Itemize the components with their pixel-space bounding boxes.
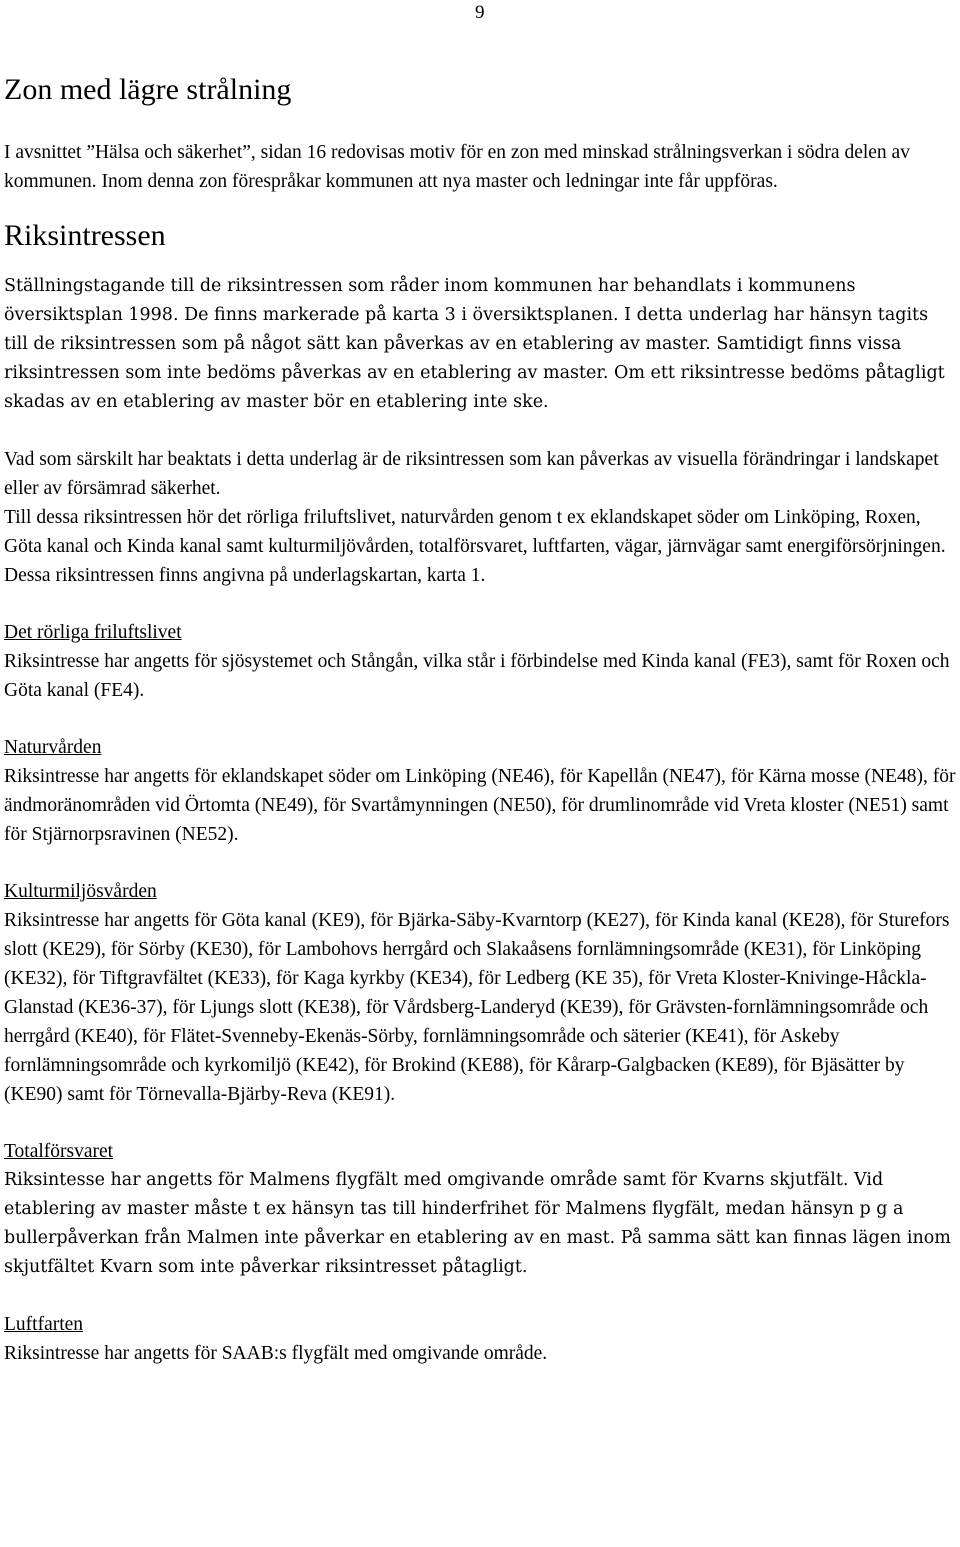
paragraph-underlagskartan: Dessa riksintressen finns angivna på underlagskartan, karta 1. <box>4 565 486 586</box>
paragraph-riksintressen-intro: Ställningstagande till de riksintressen som råder inom kommunen har behandlats i kommunens översiktsplan 1998. De finns markerade på karta 3 i översiktsplanen. I detta underlag har hänsyn tagits till de riksintressen som på något sätt kan påverkas av en etablering av master. Samtidigt finns vissa riksintressen som inte bedöms påverkas av en etablering av master. Om ett riksintresse bedöms påtagligt skadas av en etablering av master bör en etablering inte ske. <box>4 276 945 412</box>
subheading-kulturmiljovarden: Kulturmiljösvården <box>4 881 157 902</box>
paragraph-friluftslivet: Riksintresse har angetts för sjösystemet och Stångån, vilka står i förbindelse med Kinda kanal (FE3), samt för Roxen och Göta kanal (FE4). <box>4 651 950 701</box>
paragraph-luftfarten: Riksintresse har angetts för SAAB:s flygfält med omgivande område. <box>4 1343 548 1364</box>
document-body <box>4 72 956 1368</box>
paragraph-kulturmiljovarden: Riksintresse har angetts för Göta kanal (KE9), för Bjärka-Säby-Kvarntorp (KE27), för Kinda kanal (KE28), för Sturefors slott (KE29), för Sörby (KE30), för Lambohovs herrgård och Slakaåsens fornlämningsområde (KE31), för Linköping (KE32), för Tiftgravfältet (KE33), för Kaga kyrkby (KE34), för Ledberg (KE 35), för Vreta Kloster-Knivinge-Håckla-Glanstad (KE36-37), för Ljungs slott (KE38), för Vårdsberg-Landeryd (KE39), för Grävsten-fornlämningsområde och herrgård (KE40), för Flätet-Svenneby-Ekenäs-Sörby, fornlämningsområde och säterier (KE41), för Askeby fornlämningsområde och kyrkomiljö (KE42), för Brokind (KE88), för Kårarp-Galgbacken (KE89), för Bjäsätter by (KE90) samt för Törnevalla-Bjärby-Reva (KE91). <box>4 910 950 1105</box>
paragraph-beaktats: Vad som särskilt har beaktats i detta underlag är de riksintressen som kan påverkas av visuella förändringar i landskapet eller av försämrad säkerhet. <box>4 449 939 499</box>
paragraph-zon: I avsnittet ”Hälsa och säkerhet”, sidan 16 redovisas motiv för en zon med minskad strålningsverkan i södra delen av kommunen. Inom denna zon förespråkar kommunen att nya master och ledningar inte får uppföras. <box>4 142 910 192</box>
page-number: 9 <box>475 2 485 23</box>
paragraph-totalforsvaret: Riksintesse har angetts för Malmens flygfält med omgivande område samt för Kvarns skjutfält. Vid etablering av master måste t ex hänsyn tas till hinderfrihet för Malmens flygfält, medan hänsyn p g a bullerpåverkan från Malmen inte påverkar en etablering av en mast. På samma sätt kan finnas lägen inom skjutfältet Kvarn som inte påverkar riksintresset påtagligt. <box>4 1170 951 1277</box>
subheading-luftfarten: Luftfarten <box>4 1314 84 1335</box>
subheading-totalforsvaret: Totalförsvaret <box>4 1141 114 1162</box>
paragraph-riksintressen-list: Till dessa riksintressen hör det rörliga friluftslivet, naturvården genom t ex eklandskapet söder om Linköping, Roxen, Göta kanal och Kinda kanal samt kulturmiljövården, totalförsvaret, luftfarten, vägar, järnvägar samt energiförsörjningen. <box>4 507 946 557</box>
section-title-zon: Zon med lägre strålning <box>4 73 292 106</box>
section-title-riksintressen: Riksintressen <box>4 219 166 252</box>
subheading-friluftslivet: Det rörliga friluftslivet <box>4 622 182 643</box>
paragraph-naturvarden: Riksintresse har angetts för eklandskapet söder om Linköping (NE46), för Kapellån (NE47), för Kärna mosse (NE48), för ändmoränområden vid Örtomta (NE49), för Svartåmynningen (NE50), för drumlinområde vid Vreta kloster (NE51) samt för Stjärnorpsravinen (NE52). <box>4 766 956 845</box>
subheading-naturvarden: Naturvården <box>4 737 102 758</box>
